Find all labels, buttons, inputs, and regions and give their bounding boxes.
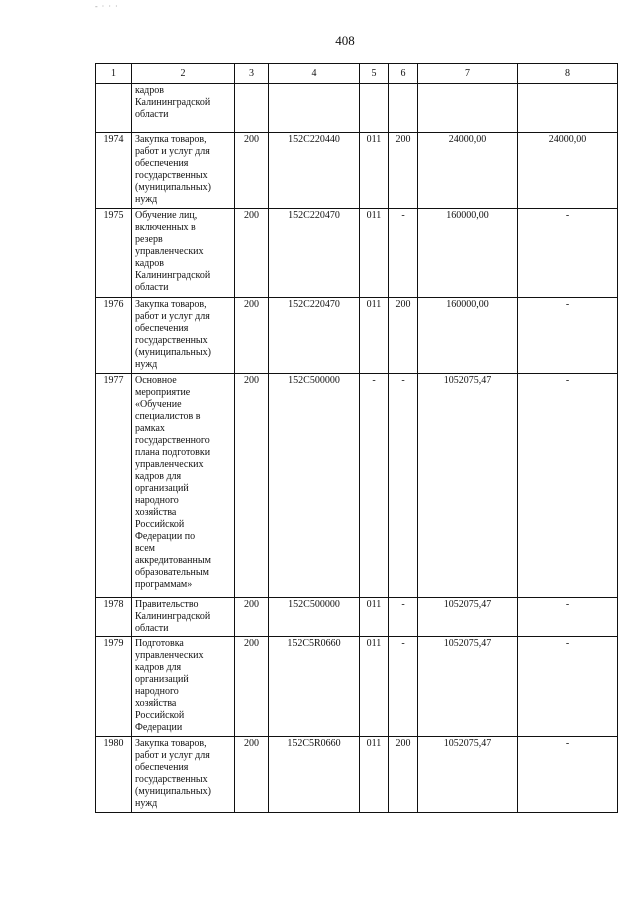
- amount-8-cell: 24000,00: [518, 133, 618, 209]
- column-header: 2: [132, 64, 235, 84]
- target-code-cell: 152C220470: [269, 209, 360, 298]
- amount-8-cell: -: [518, 598, 618, 637]
- column-header: 6: [389, 64, 418, 84]
- amount-8-cell: -: [518, 737, 618, 813]
- target-code-cell: 152C5R0660: [269, 737, 360, 813]
- table-row: [96, 209, 618, 298]
- code-3-cell: 200: [235, 737, 269, 813]
- row-name-cell: Основное мероприятие «Обучение специалистов в рамках государственного плана подготовки управленческих кадров для организаций народного хозяйства Российской Федерации по всем аккредитованным образовательным программам»: [132, 374, 235, 598]
- row-number-cell: 1976: [96, 298, 132, 374]
- column-header: 3: [235, 64, 269, 84]
- budget-table: [95, 63, 618, 813]
- table-row: [96, 598, 618, 637]
- code-5-cell: 011: [360, 737, 389, 813]
- row-number-cell: 1977: [96, 374, 132, 598]
- code-3-cell: [235, 84, 269, 133]
- code-6-cell: 200: [389, 133, 418, 209]
- amount-8-cell: -: [518, 374, 618, 598]
- amount-7-cell: 1052075,47: [418, 637, 518, 737]
- target-code-cell: 152C500000: [269, 598, 360, 637]
- amount-8-cell: [518, 84, 618, 133]
- target-code-cell: [269, 84, 360, 133]
- code-5-cell: 011: [360, 133, 389, 209]
- amount-7-cell: 24000,00: [418, 133, 518, 209]
- row-name-cell: Правительство Калининградской области: [132, 598, 235, 637]
- code-6-cell: -: [389, 209, 418, 298]
- code-5-cell: [360, 84, 389, 133]
- row-number-cell: [96, 84, 132, 133]
- row-number-cell: 1980: [96, 737, 132, 813]
- code-6-cell: -: [389, 374, 418, 598]
- code-6-cell: -: [389, 598, 418, 637]
- code-5-cell: 011: [360, 637, 389, 737]
- amount-7-cell: 1052075,47: [418, 598, 518, 637]
- column-header: 1: [96, 64, 132, 84]
- table-row: [96, 737, 618, 813]
- amount-7-cell: 1052075,47: [418, 374, 518, 598]
- row-name-cell: Обучение лиц, включенных в резерв управленческих кадров Калининградской области: [132, 209, 235, 298]
- row-number-cell: 1979: [96, 637, 132, 737]
- table-row: [96, 637, 618, 737]
- row-number-cell: 1975: [96, 209, 132, 298]
- code-5-cell: 011: [360, 298, 389, 374]
- amount-8-cell: -: [518, 209, 618, 298]
- amount-7-cell: 1052075,47: [418, 737, 518, 813]
- code-5-cell: -: [360, 374, 389, 598]
- target-code-cell: 152C220440: [269, 133, 360, 209]
- table-row: [96, 84, 618, 133]
- amount-8-cell: -: [518, 298, 618, 374]
- column-header: 7: [418, 64, 518, 84]
- amount-7-cell: 160000,00: [418, 209, 518, 298]
- code-3-cell: 200: [235, 374, 269, 598]
- target-code-cell: 152C220470: [269, 298, 360, 374]
- row-name-cell: кадров Калининградской области: [132, 84, 235, 133]
- table-body: [96, 84, 618, 813]
- code-6-cell: 200: [389, 737, 418, 813]
- code-5-cell: 011: [360, 209, 389, 298]
- table-row: [96, 133, 618, 209]
- amount-7-cell: [418, 84, 518, 133]
- row-name-cell: Закупка товаров, работ и услуг для обеспечения государственных (муниципальных) нужд: [132, 133, 235, 209]
- amount-8-cell: -: [518, 637, 618, 737]
- code-6-cell: -: [389, 637, 418, 737]
- code-6-cell: [389, 84, 418, 133]
- code-5-cell: 011: [360, 598, 389, 637]
- code-3-cell: 200: [235, 209, 269, 298]
- column-header: 5: [360, 64, 389, 84]
- target-code-cell: 152C5R0660: [269, 637, 360, 737]
- code-3-cell: 200: [235, 133, 269, 209]
- target-code-cell: 152C500000: [269, 374, 360, 598]
- scan-artifact: - · · ·: [95, 2, 119, 11]
- page-number: 408: [335, 33, 355, 48]
- table-row: [96, 374, 618, 598]
- code-3-cell: 200: [235, 598, 269, 637]
- table-header-row: [96, 64, 618, 84]
- amount-7-cell: 160000,00: [418, 298, 518, 374]
- code-3-cell: 200: [235, 298, 269, 374]
- row-number-cell: 1978: [96, 598, 132, 637]
- table-row: [96, 298, 618, 374]
- column-header: 4: [269, 64, 360, 84]
- row-name-cell: Закупка товаров, работ и услуг для обеспечения государственных (муниципальных) нужд: [132, 298, 235, 374]
- column-header: 8: [518, 64, 618, 84]
- row-number-cell: 1974: [96, 133, 132, 209]
- code-6-cell: 200: [389, 298, 418, 374]
- code-3-cell: 200: [235, 637, 269, 737]
- row-name-cell: Закупка товаров, работ и услуг для обеспечения государственных (муниципальных) нужд: [132, 737, 235, 813]
- row-name-cell: Подготовка управленческих кадров для организаций народного хозяйства Российской Федерации: [132, 637, 235, 737]
